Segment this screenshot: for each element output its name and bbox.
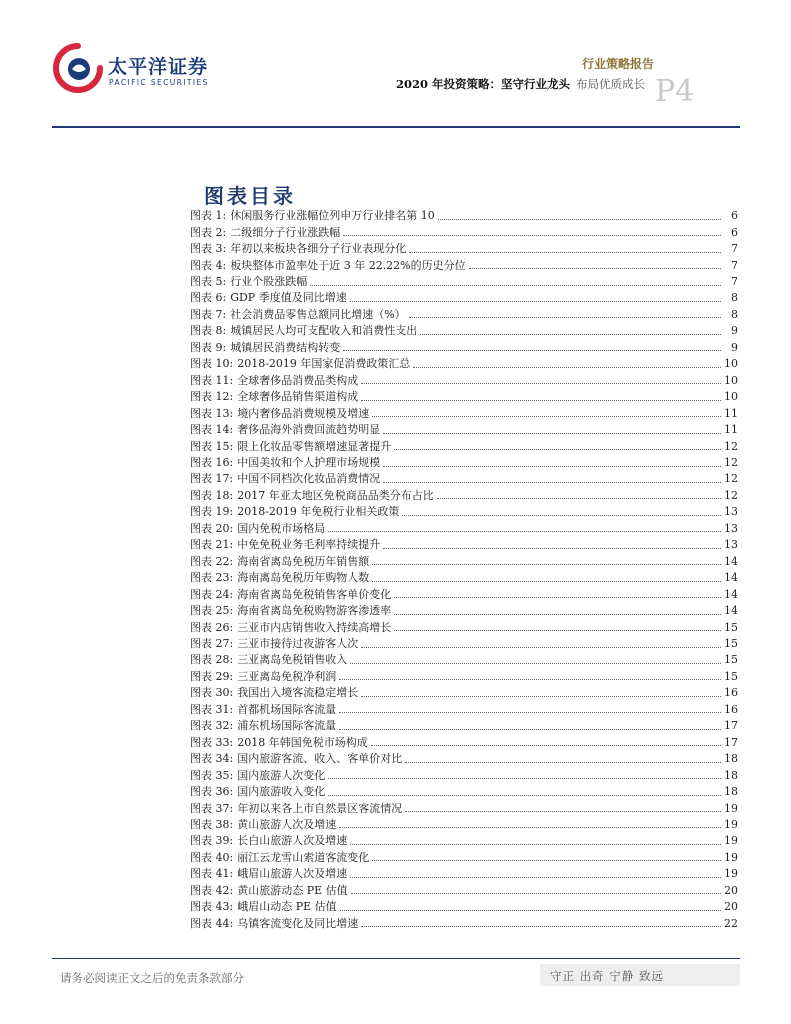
toc-entry-label: 图表 37: [190, 801, 234, 815]
toc-entry-title: 城镇居民人均可支配收入和消费性支出 [230, 324, 418, 338]
toc-entry-page: 11 [724, 423, 738, 437]
toc-dot-leader [350, 301, 721, 302]
toc-dot-leader [372, 564, 721, 565]
toc-dot-leader [371, 745, 721, 746]
toc-entry-page: 13 [724, 521, 738, 535]
toc-entry[interactable] [190, 373, 738, 389]
toc-entry-title: 全球奢侈品销售渠道构成 [237, 390, 359, 404]
toc-dot-leader [383, 433, 721, 434]
toc-entry-page: 14 [724, 554, 738, 568]
toc-entry[interactable] [190, 603, 738, 619]
toc-entry-page: 10 [724, 373, 738, 387]
report-subtitle-main: 2020 年投资策略：坚守行业龙头 [395, 77, 570, 91]
pacific-logo-icon [52, 42, 104, 94]
toc-entry-title: 海南离岛免税历年购物人数 [237, 571, 370, 585]
toc-entry[interactable] [190, 422, 738, 438]
report-type: 行业策略报告 [581, 57, 654, 71]
toc-entry[interactable] [190, 356, 738, 372]
toc-entry-label: 图表 36: [190, 785, 234, 799]
toc-entry[interactable] [190, 554, 738, 570]
toc-entry-page: 13 [724, 505, 738, 519]
toc-entry[interactable] [190, 389, 738, 405]
toc-entry-page: 18 [724, 768, 738, 782]
footer-slogan: 守正 出奇 宁静 致远 [550, 969, 664, 983]
toc-entry-label: 图表 41: [190, 867, 234, 881]
toc-entry-title: 限上化妆品零售额增速显著提升 [237, 439, 392, 453]
toc-entry-title: 年初以来板块各细分子行业表现分化 [230, 242, 407, 256]
toc-dot-leader [340, 910, 721, 911]
toc-entry-label: 图表 27: [190, 637, 234, 650]
toc-entry-page: 17 [724, 719, 738, 733]
toc-entry-page: 8 [731, 291, 738, 305]
toc-dot-leader [361, 647, 721, 648]
toc-entry-label: 图表 17: [190, 472, 234, 486]
toc-entry-title: 峨眉山旅游人次及增速 [237, 867, 348, 881]
toc-entry-page: 14 [724, 571, 738, 585]
toc-entry-title: 长白山旅游人次及增速 [237, 834, 348, 848]
toc-heading: 图表目录 [204, 184, 296, 208]
toc-entry[interactable] [190, 767, 738, 783]
toc-entry-label: 图表 8: [190, 324, 227, 338]
toc-dot-leader [310, 285, 721, 286]
toc-entry[interactable] [190, 619, 738, 635]
toc-entry[interactable] [190, 702, 738, 718]
toc-entry[interactable] [190, 718, 738, 734]
toc-entry[interactable] [190, 405, 738, 421]
toc-entry-title: 海南省离岛免税购物游客渗透率 [237, 604, 392, 618]
toc-entry-label: 图表 5: [190, 275, 227, 289]
toc-entry[interactable] [190, 784, 738, 800]
toc-entry[interactable] [190, 504, 738, 520]
toc-dot-leader [394, 614, 721, 615]
toc-entry-title: 中国不同档次化妆品消费情况 [237, 472, 381, 486]
toc-entry[interactable] [190, 224, 738, 240]
toc-entry-page: 20 [724, 900, 738, 914]
toc-entry-title: 三亚离岛免税销售收入 [237, 653, 348, 667]
toc-entry-page: 9 [731, 340, 738, 354]
toc-list [190, 208, 738, 932]
toc-dot-leader [409, 317, 721, 318]
toc-entry-page: 20 [724, 883, 738, 897]
toc-dot-leader [339, 827, 721, 828]
toc-dot-leader [383, 548, 721, 549]
toc-dot-leader [328, 778, 721, 779]
toc-entry[interactable] [190, 685, 738, 701]
toc-entry[interactable] [190, 915, 738, 931]
toc-entry-title: 浦东机场国际客流量 [237, 719, 337, 733]
toc-dot-leader [469, 268, 721, 269]
toc-entry-label: 图表 40: [190, 850, 234, 864]
toc-dot-leader [405, 762, 721, 763]
toc-dot-leader [437, 498, 721, 499]
toc-entry-label: 图表 19: [190, 505, 234, 519]
toc-entry[interactable] [190, 883, 738, 899]
toc-entry-page: 18 [724, 785, 738, 799]
toc-entry-label: 图表 18: [190, 488, 234, 502]
toc-entry-label: 图表 15: [190, 439, 234, 453]
toc-entry-title: 黄山旅游动态 PE 估值 [237, 883, 348, 897]
toc-entry-label: 图表 13: [190, 406, 234, 420]
toc-entry-page: 10 [724, 357, 738, 371]
logo-chinese-name: 太平洋证券 [108, 56, 209, 78]
toc-entry-page: 14 [724, 604, 738, 618]
toc-entry-label: 图表 29: [190, 669, 234, 683]
toc-entry[interactable] [190, 471, 738, 487]
toc-entry-title: 中国美妆和个人护理市场规模 [237, 456, 381, 470]
toc-entry-page: 15 [724, 620, 738, 634]
toc-entry-label: 图表 22: [190, 554, 234, 568]
toc-entry-title: 年初以来各上市自然景区客流情况 [237, 801, 403, 815]
toc-dot-leader [409, 252, 721, 253]
toc-dot-leader [394, 630, 721, 631]
toc-entry-label: 图表 30: [190, 686, 234, 700]
toc-entry-title: 城镇居民消费结构转变 [230, 340, 341, 354]
toc-dot-leader [361, 926, 721, 927]
toc-entry-title: GDP 季度值及同比增速 [230, 291, 347, 305]
toc-entry-title: 海南省离岛免税销售客单价变化 [237, 587, 392, 601]
toc-entry-page: 12 [724, 439, 738, 453]
toc-dot-leader [383, 482, 721, 483]
toc-entry-title: 三亚市接待过夜游客人次 [237, 637, 359, 650]
toc-entry-page: 6 [731, 209, 738, 223]
toc-dot-leader [328, 531, 721, 532]
toc-dot-leader [339, 712, 721, 713]
toc-entry-title: 丽江云龙雪山索道客流变化 [237, 850, 370, 864]
toc-entry-page: 8 [731, 307, 738, 321]
toc-entry[interactable] [190, 669, 738, 685]
toc-entry-page: 19 [724, 834, 738, 848]
toc-entry-title: 三亚离岛免税净利润 [237, 669, 337, 683]
toc-entry-label: 图表 25: [190, 604, 234, 618]
toc-entry[interactable] [190, 521, 738, 537]
toc-entry[interactable] [190, 850, 738, 866]
toc-entry-title: 国内免税市场格局 [237, 521, 326, 535]
toc-entry-label: 图表 23: [190, 571, 234, 585]
toc-entry-page: 15 [724, 653, 738, 667]
toc-dot-leader [372, 581, 721, 582]
toc-entry-label: 图表 21: [190, 538, 234, 552]
toc-entry-title: 二级细分子行业涨跌幅 [230, 225, 341, 239]
toc-entry-page: 15 [724, 637, 738, 650]
toc-entry-page: 12 [724, 456, 738, 470]
toc-dot-leader [413, 367, 721, 368]
page-number: P4 [655, 74, 695, 109]
toc-entry[interactable] [190, 241, 738, 257]
toc-entry-label: 图表 35: [190, 768, 234, 782]
footer-disclaimer: 请务必阅读正文之后的免责条款部分 [60, 971, 244, 985]
toc-dot-leader [394, 449, 721, 450]
toc-dot-leader [350, 844, 721, 845]
toc-dot-leader [361, 400, 721, 401]
toc-entry-page: 9 [731, 324, 738, 338]
toc-entry-title: 2018-2019 年国家促消费政策汇总 [237, 357, 411, 371]
toc-entry[interactable] [190, 735, 738, 751]
toc-entry[interactable] [190, 652, 738, 668]
toc-entry-page: 19 [724, 817, 738, 831]
toc-entry-label: 图表 32: [190, 719, 234, 733]
toc-entry-page: 14 [724, 587, 738, 601]
toc-entry-page: 11 [724, 406, 738, 420]
toc-entry-page: 15 [724, 669, 738, 683]
toc-entry-page: 19 [724, 801, 738, 815]
toc-entry-label: 图表 12: [190, 390, 234, 404]
toc-entry-page: 7 [731, 258, 738, 272]
toc-entry-label: 图表 31: [190, 702, 234, 716]
toc-entry[interactable] [190, 455, 738, 471]
toc-entry[interactable] [190, 438, 738, 454]
toc-entry-label: 图表 26: [190, 620, 234, 634]
toc-entry-label: 图表 20: [190, 521, 234, 535]
toc-entry-label: 图表 6: [190, 291, 227, 305]
toc-entry-page: 7 [731, 242, 738, 256]
toc-entry[interactable] [190, 274, 738, 290]
toc-entry-title: 板块整体市盈率处于近 3 年 22.22%的历史分位 [230, 258, 466, 272]
toc-entry-title: 我国出入境客流稳定增长 [237, 686, 359, 700]
toc-entry-label: 图表 28: [190, 653, 234, 667]
toc-entry-title: 2018 年韩国免税市场构成 [237, 735, 368, 749]
toc-entry-label: 图表 16: [190, 456, 234, 470]
company-logo [52, 42, 222, 94]
toc-entry-title: 首都机场国际客流量 [237, 702, 337, 716]
toc-entry-page: 16 [724, 702, 738, 716]
logo-english-name: PACIFIC SECURITIES [109, 78, 209, 87]
toc-entry[interactable] [190, 323, 738, 339]
toc-entry-label: 图表 1: [190, 209, 227, 223]
toc-entry-title: 三亚市内店销售收入持续高增长 [237, 620, 392, 634]
toc-entry-page: 10 [724, 390, 738, 404]
header-divider [52, 126, 740, 128]
toc-dot-leader [405, 811, 721, 812]
toc-entry-title: 2017 年亚太地区免税商品品类分布占比 [237, 488, 434, 502]
toc-entry-page: 6 [731, 225, 738, 239]
toc-entry-page: 22 [724, 916, 738, 930]
toc-dot-leader [350, 663, 721, 664]
toc-entry-label: 图表 9: [190, 340, 227, 354]
toc-entry-label: 图表 24: [190, 587, 234, 601]
toc-entry-label: 图表 14: [190, 423, 234, 437]
toc-dot-leader [343, 235, 721, 236]
toc-entry-title: 峨眉山动态 PE 估值 [237, 900, 337, 914]
toc-dot-leader [343, 350, 721, 351]
toc-entry-title: 国内旅游人次变化 [237, 768, 326, 782]
toc-dot-leader [339, 679, 721, 680]
toc-entry-title: 2018-2019 年免税行业相关政策 [237, 505, 400, 519]
toc-entry-title: 国内旅游客流、收入、客单价对比 [237, 752, 403, 766]
toc-entry-title: 乌镇客流变化及同比增速 [237, 916, 359, 930]
toc-dot-leader [361, 696, 721, 697]
toc-entry[interactable] [190, 800, 738, 816]
toc-entry-title: 社会消费品零售总额同比增速（%） [230, 307, 406, 321]
toc-entry-label: 图表 10: [190, 357, 234, 371]
toc-entry-label: 图表 4: [190, 258, 227, 272]
toc-entry-title: 行业个股涨跌幅 [230, 275, 308, 289]
toc-entry-title: 国内旅游收入变化 [237, 785, 326, 799]
toc-entry-title: 海南省离岛免税历年销售额 [237, 554, 370, 568]
toc-entry[interactable] [190, 636, 738, 652]
toc-entry-page: 12 [724, 488, 738, 502]
toc-entry[interactable] [190, 307, 738, 323]
toc-entry-page: 12 [724, 472, 738, 486]
toc-entry-page: 16 [724, 686, 738, 700]
toc-entry[interactable] [190, 208, 738, 224]
report-subtitle-secondary: 布局优质成长 [576, 77, 645, 91]
toc-entry-page: 13 [724, 538, 738, 552]
toc-dot-leader [339, 729, 721, 730]
toc-dot-leader [361, 383, 721, 384]
toc-entry[interactable] [190, 290, 738, 306]
toc-dot-leader [351, 893, 721, 894]
toc-entry-label: 图表 2: [190, 225, 227, 239]
toc-entry[interactable] [190, 586, 738, 602]
toc-dot-leader [372, 860, 721, 861]
toc-entry-label: 图表 43: [190, 900, 234, 914]
toc-dot-leader [328, 795, 721, 796]
toc-entry-label: 图表 33: [190, 735, 234, 749]
toc-dot-leader [350, 877, 721, 878]
toc-entry-label: 图表 3: [190, 242, 227, 256]
footer-slogan-box [540, 964, 740, 986]
toc-entry-title: 境内奢侈品消费规模及增速 [237, 406, 370, 420]
toc-dot-leader [438, 219, 721, 220]
toc-entry-page: 7 [731, 275, 738, 289]
toc-entry-title: 全球奢侈品消费品类构成 [237, 373, 359, 387]
toc-entry[interactable] [190, 817, 738, 833]
toc-entry[interactable] [190, 537, 738, 553]
toc-entry-label: 图表 44: [190, 916, 234, 930]
toc-entry[interactable] [190, 488, 738, 504]
toc-entry-title: 黄山旅游人次及增速 [237, 817, 337, 831]
toc-entry-title: 中免免税业务毛利率持续提升 [237, 538, 381, 552]
toc-entry-page: 19 [724, 850, 738, 864]
footer-divider [52, 958, 740, 959]
toc-dot-leader [394, 597, 721, 598]
toc-entry-title: 奢侈品海外消费回流趋势明显 [237, 423, 381, 437]
toc-entry-label: 图表 39: [190, 834, 234, 848]
toc-entry-page: 19 [724, 867, 738, 881]
toc-entry[interactable] [190, 257, 738, 273]
toc-entry[interactable] [190, 751, 738, 767]
toc-entry-label: 图表 34: [190, 752, 234, 766]
toc-entry[interactable] [190, 340, 738, 356]
toc-entry-label: 图表 7: [190, 307, 227, 321]
toc-dot-leader [372, 416, 721, 417]
toc-entry-page: 18 [724, 752, 738, 766]
toc-entry-label: 图表 11: [190, 373, 234, 387]
report-subtitle [396, 76, 645, 92]
toc-entry[interactable] [190, 899, 738, 915]
toc-entry[interactable] [190, 570, 738, 586]
toc-entry[interactable] [190, 866, 738, 882]
toc-entry-page: 17 [724, 735, 738, 749]
toc-entry-label: 图表 38: [190, 817, 234, 831]
toc-entry-label: 图表 42: [190, 883, 234, 897]
toc-dot-leader [402, 515, 721, 516]
toc-entry-title: 休闲服务行业涨幅位列申万行业排名第 10 [230, 209, 435, 223]
toc-dot-leader [383, 466, 721, 467]
toc-dot-leader [420, 334, 721, 335]
toc-entry[interactable] [190, 833, 738, 849]
